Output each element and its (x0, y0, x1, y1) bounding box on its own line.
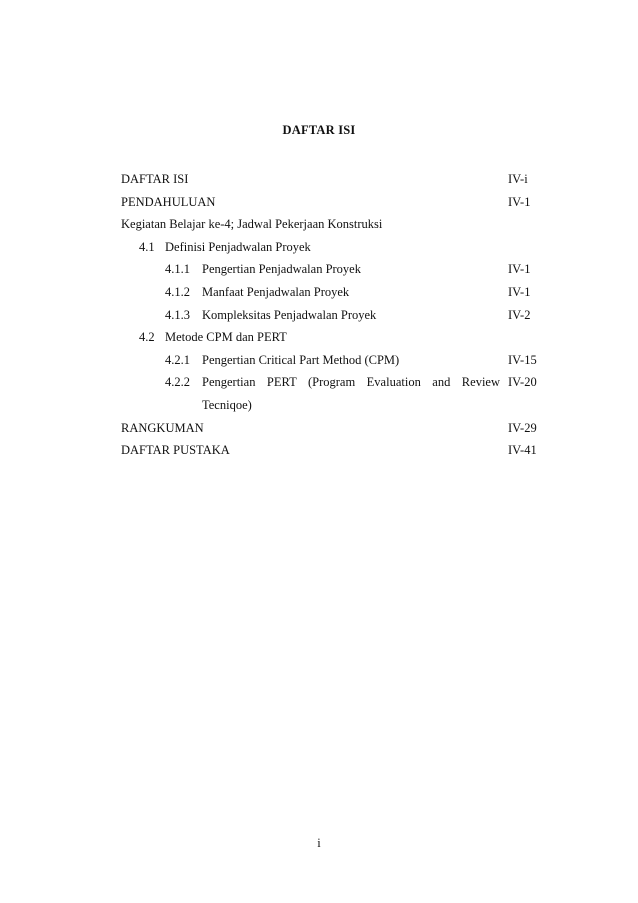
toc-entry-label: DAFTAR ISI (121, 172, 189, 186)
toc-entry-daftar-pustaka[interactable] (121, 439, 541, 462)
toc-entry-daftar-isi[interactable] (121, 168, 541, 191)
toc-entry-page: IV-i (508, 172, 528, 186)
toc-entry-4-1-2[interactable] (121, 281, 541, 304)
toc-entry-number: 4.1.2 (165, 284, 190, 299)
toc-entry-label: Pengertian Penjadwalan Proyek (202, 262, 361, 277)
toc-entry-4-2[interactable] (121, 326, 541, 349)
toc-entry-kegiatan[interactable] (121, 213, 541, 236)
toc-entry-page: IV-1 (508, 284, 531, 299)
toc-entry-4-2-2-continuation (121, 394, 541, 417)
toc-entry-label: Kegiatan Belajar ke-4; Jadwal Pekerjaan Konstruksi (121, 217, 383, 232)
toc-entry-page: IV-41 (508, 443, 537, 458)
toc-entry-4-1-3[interactable] (121, 304, 541, 327)
toc-entry-label: PENDAHULUAN (121, 194, 216, 209)
toc-entry-4-1-1[interactable] (121, 258, 541, 281)
toc-entry-label-continuation: Tecniqoe) (202, 397, 252, 412)
toc-entry-number: 4.2.1 (165, 352, 190, 367)
toc-entry-4-2-1[interactable] (121, 349, 541, 372)
toc-entry-rangkuman[interactable] (121, 417, 541, 440)
toc-entry-page: IV-1 (508, 262, 531, 277)
toc-entry-label: RANGKUMAN (121, 420, 204, 435)
toc-entry-number: 4.1.3 (165, 307, 190, 322)
table-of-contents (121, 168, 541, 462)
toc-entry-label: Definisi Penjadwalan Proyek (165, 239, 311, 254)
toc-entry-page: IV-15 (508, 352, 537, 367)
toc-entry-number: 4.1 (139, 239, 155, 254)
toc-entry-number: 4.2.2 (165, 375, 190, 390)
toc-entry-label: DAFTAR PUSTAKA (121, 443, 230, 458)
toc-entry-number: 4.1.1 (165, 262, 190, 277)
page-title: DAFTAR ISI (282, 123, 356, 137)
toc-entry-page: IV-1 (508, 194, 531, 209)
toc-entry-number: 4.2 (139, 330, 155, 345)
toc-entry-4-2-2[interactable] (121, 371, 541, 394)
toc-entry-label: Kompleksitas Penjadwalan Proyek (202, 307, 377, 322)
toc-entry-page: IV-29 (508, 420, 537, 435)
toc-entry-label: Manfaat Penjadwalan Proyek (202, 284, 350, 299)
toc-entry-4-1[interactable] (121, 236, 541, 259)
toc-entry-label: Pengertian PERT (Program Evaluation and Review (202, 375, 500, 390)
toc-entry-label: Pengertian Critical Part Method (CPM) (202, 352, 400, 367)
page-number: i (317, 836, 321, 850)
toc-entry-pendahuluan[interactable] (121, 191, 541, 214)
toc-entry-page: IV-2 (508, 307, 531, 322)
toc-entry-page: IV-20 (508, 375, 537, 390)
toc-entry-label: Metode CPM dan PERT (165, 330, 287, 345)
